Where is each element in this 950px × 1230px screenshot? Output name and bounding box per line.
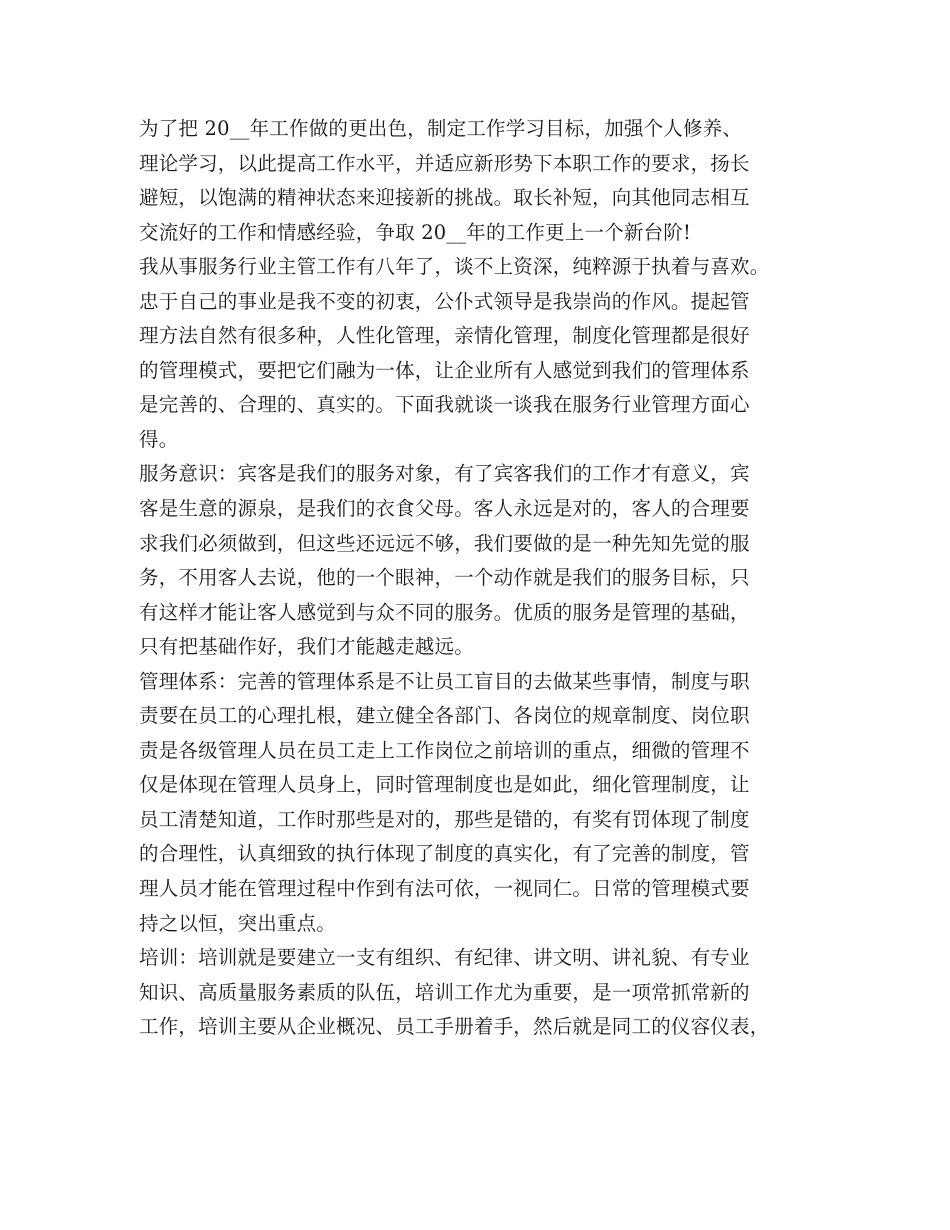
text-line: 只有把基础作好，我们才能越走越远。 [139,635,474,659]
text-line: 理论学习，以此提高工作水平，并适应新形势下本职工作的要求，扬长 [139,151,750,175]
text-line: 忠于自己的事业是我不变的初衷，公仆式领导是我崇尚的作风。提起管 [139,289,750,313]
text-line: 工作，培训主要从企业概况、员工手册着手，然后就是同工的仪容仪表， [139,1015,770,1039]
text-line: 服务意识：宾客是我们的服务对象，有了宾客我们的工作才有意义，宾 [139,462,750,486]
text-line: 交流好的工作和情感经验，争取 20__年的工作更上一个新台阶! [139,220,692,244]
text-line: 持之以恒，突出重点。 [139,911,337,935]
text-line: 责要在员工的心理扎根，建立健全各部门、各岗位的规章制度、岗位职 [139,704,750,728]
text-line: 员工清楚知道，工作时那些是对的，那些是错的，有奖有罚体现了制度 [139,807,750,831]
text-line: 有这样才能让客人感觉到与众不同的服务。优质的服务是管理的基础， [139,600,750,624]
text-line: 责是各级管理人员在员工走上工作岗位之前培训的重点，细微的管理不 [139,738,750,762]
text-line: 管理体系：完善的管理体系是不让员工盲目的去做某些事情，制度与职 [139,669,750,693]
text-line: 避短，以饱满的精神状态来迎接新的挑战。取长补短，向其他同志相互 [139,186,750,210]
text-line: 得。 [139,427,179,451]
text-line: 仅是体现在管理人员身上，同时管理制度也是如此，细化管理制度，让 [139,773,750,797]
text-line: 为了把 20__年工作做的更出色，制定工作学习目标，加强个人修养、 [139,117,743,140]
text-line: 务，不用客人去说，他的一个眼神，一个动作就是我们的服务目标，只 [139,566,750,590]
text-line: 培训：培训就是要建立一支有组织、有纪律、讲文明、讲礼貌、有专业 [139,946,750,970]
text-line: 求我们必须做到，但这些还远远不够，我们要做的是一种先知先觉的服 [139,531,750,555]
text-line: 的管理模式，要把它们融为一体，让企业所有人感觉到我们的管理体系 [139,358,750,382]
text-line: 的合理性，认真细致的执行体现了制度的真实化，有了完善的制度，管 [139,842,750,866]
text-line: 理方法自然有很多种，人性化管理，亲情化管理，制度化管理都是很好 [139,324,750,348]
text-line: 客是生意的源泉，是我们的衣食父母。客人永远是对的，客人的合理要 [139,497,750,521]
text-line: 理人员才能在管理过程中作到有法可依，一视同仁。日常的管理模式要 [139,877,750,901]
text-line: 我从事服务行业主管工作有八年了，谈不上资深，纯粹源于执着与喜欢。 [139,255,770,279]
document-body [139,112,829,1045]
text-line: 知识、高质量服务素质的队伍，培训工作尤为重要，是一项常抓常新的 [139,980,750,1004]
text-line: 是完善的、合理的、真实的。下面我就谈一谈我在服务行业管理方面心 [139,393,750,417]
